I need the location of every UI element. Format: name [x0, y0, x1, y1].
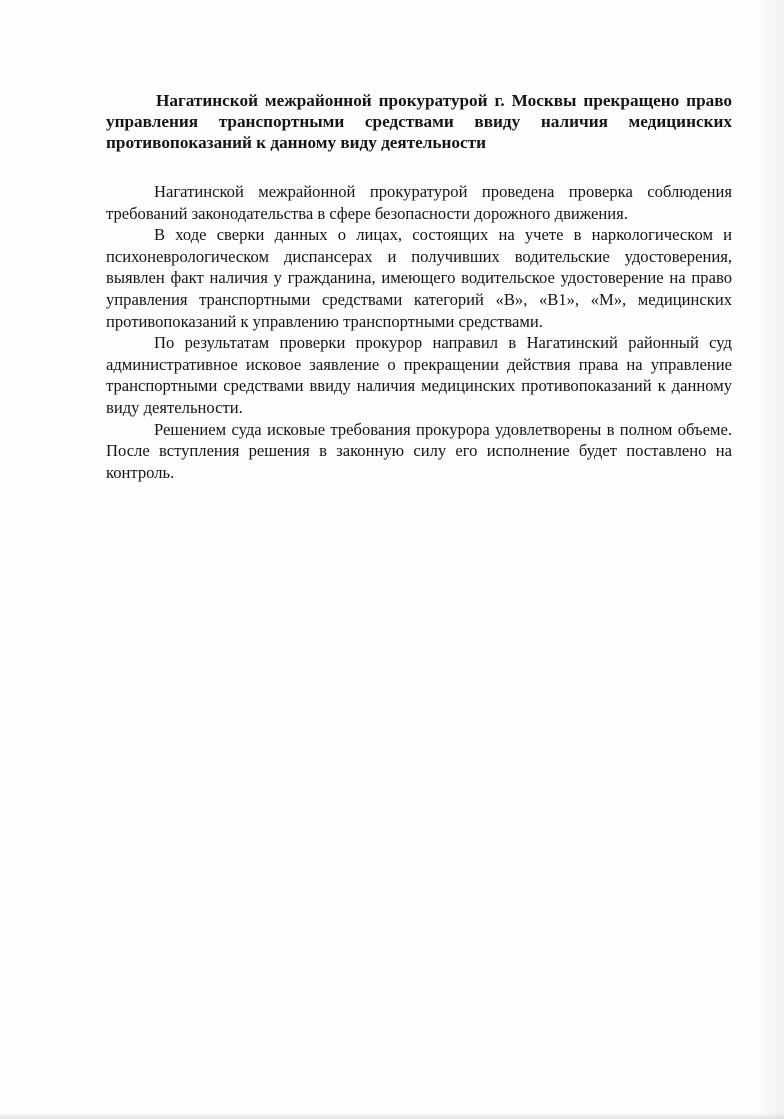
scan-edge-shadow [756, 0, 784, 1119]
document-body [106, 90, 732, 483]
paragraph-3: По результатам проверки прокурор направил в Нагатинский районный суд административное исковое заявление о прекращении действия права на управление транспортными средствами ввиду наличия медицинских противопоказаний к данному виду деятельности. [106, 333, 732, 417]
scan-bottom-edge [0, 1113, 784, 1119]
paragraph-4: Решением суда исковые требования прокурора удовлетворены в полном объеме. После вступления решения в законную силу его исполнение будет поставлено на контроль. [106, 419, 732, 482]
paragraph-1: Нагатинской межрайонной прокуратурой проведена проверка соблюдения требований законодательства в сфере безопасности дорожного движения. [106, 182, 732, 223]
paragraph-2: В ходе сверки данных о лицах, состоящих на учете в наркологическом и психоневрологическом диспансерах и получивших водительские удостоверения, выявлен факт наличия у гражданина, имеющего водительское удостоверение на право управления транспортными средствами категорий «В», «В1», «М», медицинских противопоказаний к управлению транспортными средствами. [106, 225, 732, 331]
document-title: Нагатинской межрайонной прокуратурой г. Москвы прекращено право управления транспортными средствами ввиду наличия медицинских противопоказаний к данному виду деятельности [106, 91, 732, 152]
